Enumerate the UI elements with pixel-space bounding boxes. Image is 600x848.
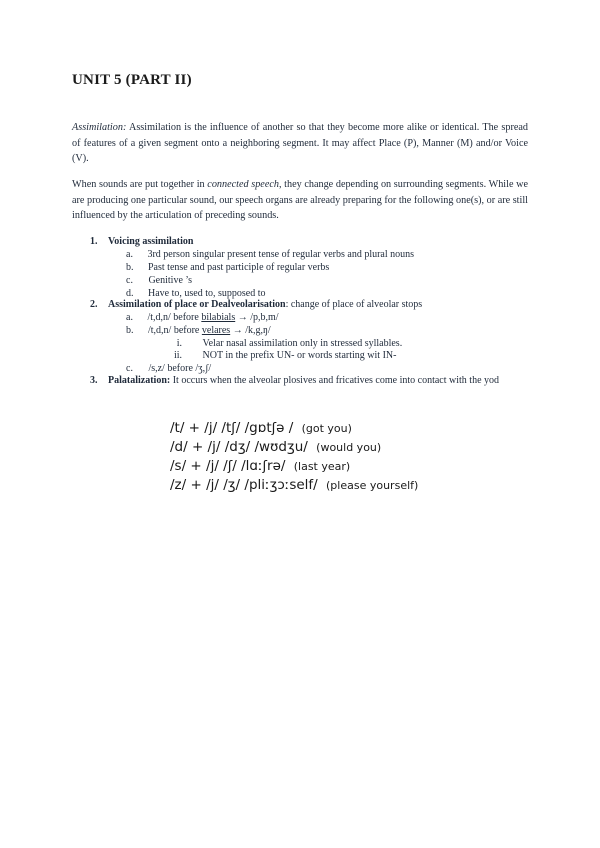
- roman-subitem: [164, 350, 396, 362]
- sub-text: Have to, used to, supposed to: [148, 288, 266, 299]
- list-number-1: 1.: [90, 236, 98, 247]
- list-subitem: [126, 249, 414, 261]
- roman-numeral: ii.: [173, 350, 182, 361]
- paragraph2-after: , they change depending on surrounding segments. While we are producing one particular sound, our speech organs are already preparing for the following one(s), or are still influenced by the articulation of preceding sounds.: [72, 179, 529, 221]
- assimilation-definition: [72, 120, 528, 167]
- example-formula: /t/ + /j/ /tʃ/ /gɒtʃə /: [170, 420, 298, 436]
- example-formula: /d/ + /j/ /dʒ/ /wʊdʒu/: [170, 439, 313, 455]
- sub-text: Past tense and past participle of regular verbs: [148, 262, 330, 273]
- list-item-2: [90, 299, 422, 311]
- roman-text: Velar nasal assimilation only in stressed syllables.: [202, 338, 403, 349]
- sub-text: /t,d,n/ before: [148, 325, 202, 336]
- example-gloss: (got you): [301, 422, 352, 435]
- sub-text-post: → /p,b,m/: [235, 312, 279, 323]
- sub-text: Genitive ’s: [148, 275, 193, 286]
- palatalization-item: [108, 375, 528, 388]
- list-subitem: [126, 312, 279, 324]
- sub-text: /t,d,n/ before: [147, 312, 202, 323]
- sub-letter: a.: [126, 312, 133, 323]
- list-number-3: 3.: [90, 375, 98, 386]
- paragraph2-before: When sounds are put together in: [72, 179, 208, 190]
- list-subitem: [126, 262, 329, 274]
- paragraph2-italic: connected speech: [207, 179, 279, 190]
- connected-speech-paragraph: [72, 177, 528, 224]
- example-gloss: (last year): [293, 460, 351, 473]
- list-item-1: [90, 236, 193, 248]
- assimilation-term: Assimilation:: [72, 122, 127, 133]
- example-gloss: (would you): [316, 441, 382, 454]
- list-subitem: [126, 363, 211, 375]
- place-assimilation-heading: Assimilation of place or Dealveolarisation: [108, 299, 286, 310]
- sub-text: 3rd person singular present tense of regular verbs and plural nouns: [147, 249, 415, 260]
- list-item-3-number: [90, 375, 98, 387]
- example-last-year: [170, 458, 350, 474]
- example-gloss: (please yourself): [326, 479, 419, 492]
- roman-text: NOT in the prefix UN- or words starting wit IN-: [202, 350, 397, 361]
- example-formula: /s/ + /j/ /ʃ/ /lɑːʃrə/: [170, 458, 290, 474]
- bilabials-link[interactable]: bilabials: [201, 312, 236, 323]
- example-please-yourself: [170, 477, 418, 493]
- velares-link[interactable]: velares: [201, 325, 231, 336]
- sub-letter: b.: [126, 262, 134, 273]
- example-would-you: [170, 439, 381, 455]
- sub-text: /s,z/ before /ʒ,ʃ/: [148, 363, 212, 374]
- place-assimilation-rest: : change of place of alveolar stops: [285, 299, 423, 310]
- palatalization-rest: It occurs when the alveolar plosives and fricatives come into contact with the yod: [170, 375, 500, 386]
- voicing-assimilation-heading: Voicing assimilation: [108, 236, 194, 247]
- page-title: UNIT 5 (PART II): [72, 72, 192, 88]
- sub-text-post: → /k,g,ŋ/: [230, 325, 271, 336]
- sub-letter: b.: [126, 325, 134, 336]
- sub-letter: c.: [126, 363, 133, 374]
- sub-letter: a.: [126, 249, 133, 260]
- assimilation-definition-text: Assimilation is the influence of another so that they become more alike or identical. The spread of features of a given segment onto a neighboring segment. It may affect Place (P), Manner (M) and/or Voice (V).: [72, 122, 528, 164]
- list-number-2: 2.: [90, 299, 98, 310]
- example-got-you: [170, 420, 352, 436]
- list-subitem: [126, 275, 192, 287]
- sub-letter: d.: [126, 288, 134, 299]
- palatalization-heading: Palatalization:: [108, 375, 171, 386]
- example-formula: /z/ + /j/ /ʒ/ /pliːʒɔːself/: [170, 477, 323, 493]
- sub-letter: c.: [126, 275, 133, 286]
- roman-numeral: i.: [176, 338, 182, 349]
- list-subitem: [126, 325, 271, 337]
- roman-subitem: [164, 338, 402, 350]
